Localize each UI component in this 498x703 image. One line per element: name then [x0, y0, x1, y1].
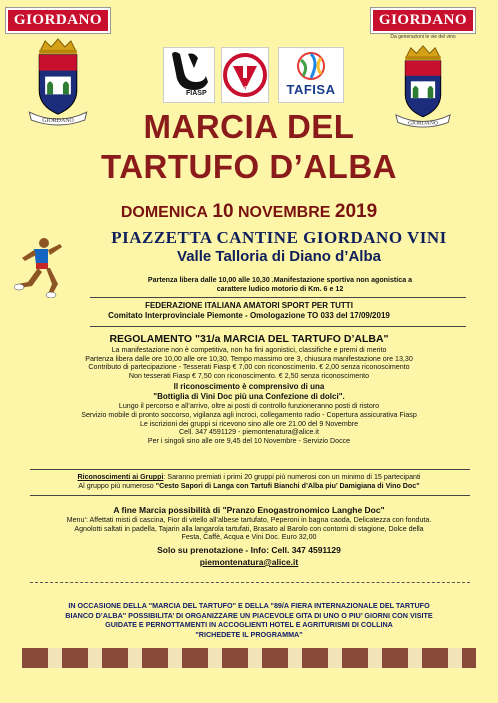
footer-line-3: GUIDATE E PERNOTTAMENTI IN ACCOGLIENTI HOTEL E AGRITURISMI DI COLLINA: [105, 620, 393, 629]
recognition-line-1: Il riconoscimento è comprensivo di una: [173, 382, 325, 392]
venue-name: PIAZZETTA CANTINE GIORDANO VINI: [111, 228, 447, 247]
regulation-block: [0, 333, 498, 445]
ivv-icon: [222, 48, 268, 102]
lunch-block: [0, 505, 498, 568]
regulation-line-5: Lungo il percorso e all’arrivo, oltre ai posti di controllo funzioneranno posti di ristoro: [118, 402, 380, 411]
divider: [30, 495, 470, 496]
ivv-logo: [221, 47, 269, 103]
divider: [90, 297, 466, 298]
regulation-line-4: Non tesserati Fiasp € 7,50 con riconoscimento. € 2,50 senza riconoscimento: [128, 371, 370, 380]
decorative-stripe: [22, 648, 476, 668]
awards-line-2b: "Cesto Sapori di Langa con Tartufi Bianchi d’Alba piu’ Damigiana di Vino Doc": [155, 481, 420, 490]
divider: [90, 326, 466, 327]
awards-block: [0, 473, 498, 490]
awards-label: Riconoscimenti ai Gruppi: [77, 473, 164, 481]
date-year: 2019: [334, 201, 378, 222]
awards-line-1: : Saranno premiati i primi 20 gruppi più numerosi con un minimo di 15 partecipanti: [163, 473, 421, 481]
intro-line-1: Partenza libera dalle 10,00 alle 10,30 .Manifestazione sportiva non agonistica a: [147, 276, 413, 284]
intro-block: [90, 276, 470, 293]
lunch-heading: A fine Marcia possibilità di "Pranzo Enogastronomico Langhe Doc": [113, 505, 385, 515]
federation-line-2: Comitato Interprovinciale Piemonte - Omologazione TO 033 del 17/09/2019: [108, 311, 390, 320]
tafisa-logo: [278, 47, 344, 103]
lunch-email[interactable]: piemontenatura@alice.it: [199, 556, 299, 567]
title-line-2: TARTUFO D’ALBA: [100, 148, 397, 185]
brand-name-left: GIORDANO: [6, 8, 110, 33]
brand-name-right: GIORDANO: [371, 8, 475, 33]
fiasp-icon: [164, 48, 214, 92]
footer-block: [0, 601, 498, 639]
fiasp-logo: [163, 47, 215, 103]
dashed-divider: [30, 582, 470, 583]
lunch-line-3: Festa, Caffè, Acqua e Vini Doc. Euro 32,00: [181, 533, 317, 542]
lunch-line-2: Agnolotti saltati in padella, Tajarin alla langarola tartufati, Brasato al Barolo con contorni di stagione, Dolce della: [74, 524, 424, 533]
regulation-line-3: Contributo di partecipazione - Tesserati Fiasp € 7,00 con riconoscimento. € 2,00 senza riconoscimento: [88, 363, 410, 372]
title-line-1: MARCIA DEL: [143, 108, 355, 145]
regulation-line-8: Cell. 347 4591129 - piemontenatura@alice.it: [179, 428, 319, 437]
regulation-line-2: Partenza libera dalle ore 10,00 alle ore 10,30. Tempo massimo ore 3, chiusura manifestazione ore 13,30: [85, 354, 413, 363]
fiasp-label: FIASP: [186, 90, 207, 97]
tafisa-icon: [279, 48, 343, 84]
date-num: 10: [212, 201, 234, 222]
regulation-line-6: Servizio mobile di pronto soccorso, vigilanza agli incroci, collegamento radio - Copertura assicurativa Fiasp: [81, 410, 417, 419]
awards-line-2a: Al gruppo più numeroso: [78, 481, 156, 490]
federation-line-1: FEDERAZIONE ITALIANA AMATORI SPORT PER TUTTI: [145, 301, 353, 310]
footer-line-4: "RICHEDETE IL PROGRAMMA": [195, 629, 303, 639]
ribbon-text-right: GIORDANO: [408, 120, 438, 127]
brand-tagline: Da generazioni le vie del vino: [390, 34, 456, 40]
ivv-label: IVV: [239, 86, 251, 93]
lunch-booking: Solo su prenotazione - Info: Cell. 347 4591129: [157, 544, 341, 555]
venue-place: Valle Talloria di Diano d’Alba: [177, 248, 381, 265]
regulation-line-9: Per i singoli sino alle ore 9,45 del 10 Novembre - Servizio Docce: [147, 436, 351, 445]
federation-block: [0, 301, 498, 321]
intro-line-2: carattere ludico motorio di Km. 6 e 12: [216, 284, 344, 293]
lunch-line-1: Menu’: Affettati misti di cascina, Fior di vitello all’albese tartufato, Peperoni in bagna caoda, Delicatezza con fonduta.: [66, 516, 432, 524]
footer-line-1: IN OCCASIONE DELLA "MARCIA DEL TARTUFO" E DELLA "89/A FIERA INTERNAZIONALE DEL TARTUFO: [68, 601, 430, 610]
ribbon-text-left: GIORDANO: [42, 118, 74, 125]
regulation-line-7: Le iscrizioni dei gruppi si ricevono sino alle ore 21.00 del 9 Novembre: [139, 419, 359, 428]
divider: [30, 469, 470, 470]
regulation-line-1: La manifestazione non è competitiva, non ha fini agonistici, classifiche e premi di merito: [111, 346, 387, 354]
event-date: [0, 201, 498, 223]
recognition-line-2: "Bottiglia di Vini Doc più una Confezione di dolci".: [153, 392, 345, 402]
date-month: NOVEMBRE: [237, 204, 331, 221]
footer-line-2: BIANCO D’ALBA" POSSIBILITA’ DI ORGANIZZARE UN PIACEVOLE GITA DI UNO O PIU’ GIORNI CON VISITE: [65, 610, 433, 620]
tafisa-label: TAFISA: [286, 82, 336, 97]
date-day: DOMENICA: [120, 204, 208, 221]
regulation-heading: REGOLAMENTO "31/a MARCIA DEL TARTUFO D’ALBA": [109, 333, 389, 345]
